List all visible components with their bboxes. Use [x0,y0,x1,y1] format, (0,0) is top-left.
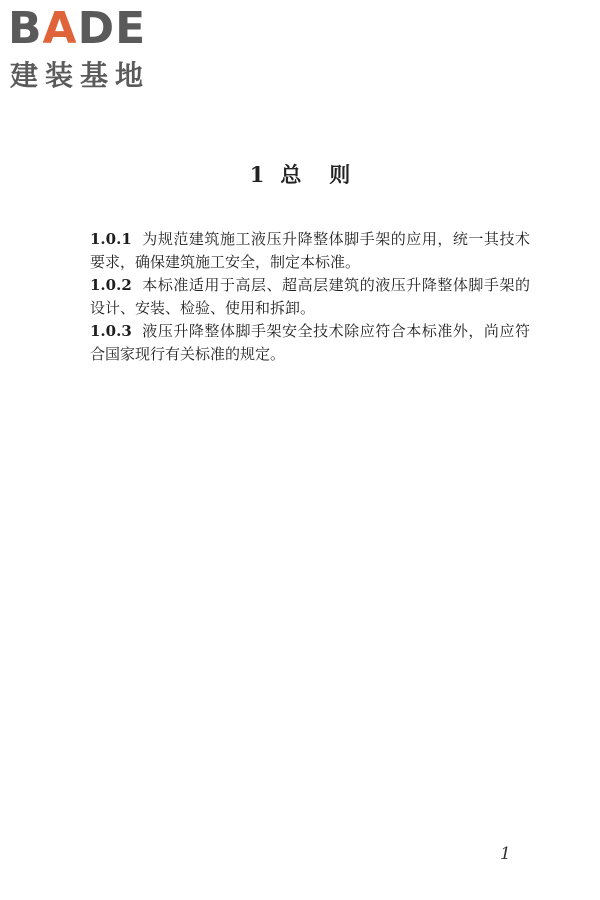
logo-letters-de: DE [77,3,147,54]
page-number: 1 [500,844,511,864]
logo-chinese-text: 建装基地 [10,59,151,92]
clause-item [90,228,530,274]
clause-text: 为规范建筑施工液压升降整体脚手架的应用，统一其技术要求，确保建筑施工安全，制定本标准。 [90,230,530,271]
chapter-title: 总则 [280,162,379,187]
logo-letter-b: B [8,3,43,54]
chapter-heading [0,160,600,190]
clause-item [90,274,530,320]
clause-number: 1.0.2 [90,276,132,294]
clause-number: 1.0.1 [90,230,132,248]
clause-text: 液压升降整体脚手架安全技术除应符合本标准外，尚应符合国家现行有关标准的规定。 [90,322,530,363]
logo-latin-text [8,4,146,54]
clause-text: 本标准适用于高层、超高层建筑的液压升降整体脚手架的设计、安装、检验、使用和拆卸。 [90,276,530,317]
logo-letter-a-accent: A [42,3,78,54]
clause-list [90,228,530,366]
bade-logo [8,4,178,96]
chapter-number: 1 [249,162,265,187]
clause-item [90,320,530,366]
clause-number: 1.0.3 [90,322,132,340]
